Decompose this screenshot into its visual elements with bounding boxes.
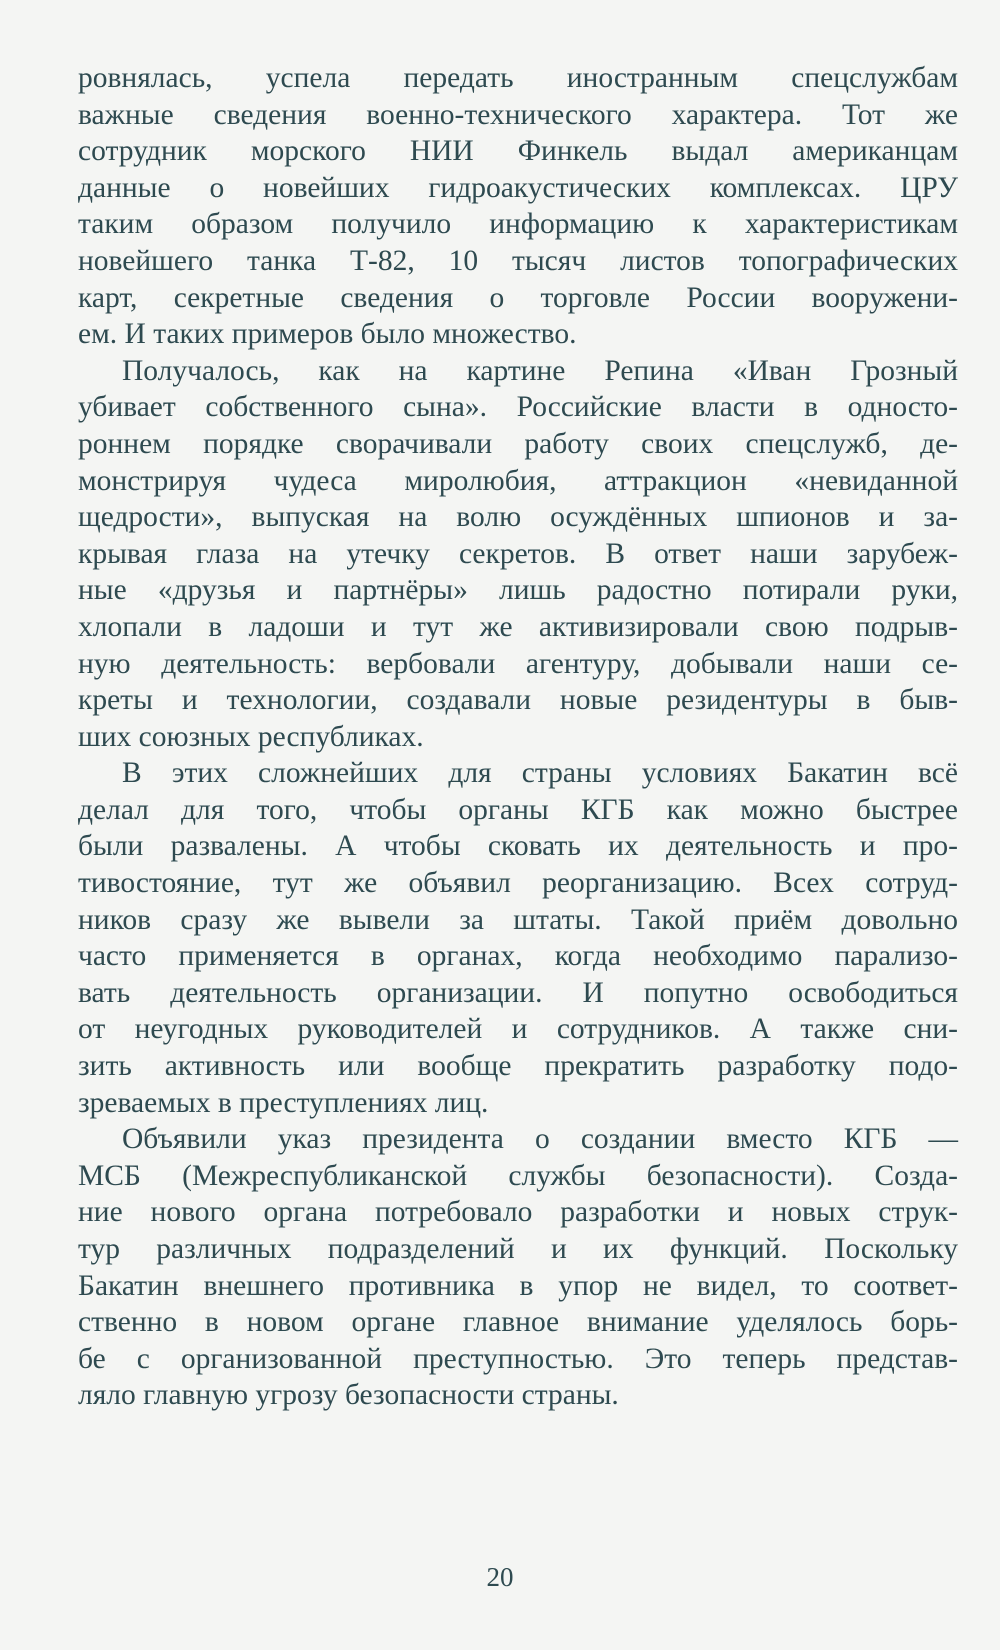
text-line: вать деятельность организации. И попутно освободиться <box>78 976 958 1009</box>
text-line: карт, секретные сведения о торговле России вооружени- <box>78 281 958 314</box>
text-line: Бакатин внешнего противника в упор не видел, то соответ- <box>78 1269 958 1302</box>
text-line: сотрудник морского НИИ Финкель выдал американцам <box>78 135 958 168</box>
page-number: 20 <box>486 1562 514 1592</box>
text-line: хлопали в ладоши и тут же активизировали свою подрыв- <box>78 610 958 643</box>
text-line: бе с организованной преступностью. Это теперь представ- <box>78 1342 958 1375</box>
text-line: Объявили указ президента о создании вместо КГБ — <box>122 1123 958 1156</box>
text-line: В этих сложнейших для страны условиях Бакатин всё <box>122 757 958 790</box>
text-line: Получалось, как на картине Репина «Иван Грозный <box>122 354 958 387</box>
text-line: зреваемых в преступлениях лиц. <box>78 1086 489 1119</box>
text-line: ние нового органа потребовало разработки и новых струк- <box>78 1196 958 1229</box>
text-line: ровнялась, успела передать иностранным спецслужбам <box>78 62 958 94</box>
text-line: убивает собственного сына». Российские власти в односто- <box>78 391 958 424</box>
text-line: тур различных подразделений и их функций. Поскольку <box>78 1233 958 1265</box>
text-line: роннем порядке сворачивали работу своих спецслужб, де- <box>78 427 958 460</box>
text-line: делал для того, чтобы органы КГБ как можно быстрее <box>78 793 958 826</box>
text-line: монстрируя чудеса миролюбия, аттракцион «невиданной <box>78 464 958 497</box>
text-line: новейшего танка Т-82, 10 тысяч листов топографических <box>78 244 958 277</box>
paragraph-2 <box>78 353 958 756</box>
text-line: зить активность или вообще прекратить разработку подо- <box>78 1050 958 1083</box>
text-line: креты и технологии, создавали новые резидентуры в быв- <box>78 684 958 717</box>
text-line: от неугодных руководителей и сотрудников. А также сни- <box>78 1013 958 1046</box>
text-line: ников сразу же вывели за штаты. Такой приём довольно <box>78 903 958 936</box>
text-line: МСБ (Межреспубликанской службы безопасности). Созда- <box>78 1159 958 1192</box>
text-line: ем. И таких примеров было множество. <box>78 318 577 351</box>
text-line: щедрости», выпуская на волю осуждённых шпионов и за- <box>78 501 958 534</box>
paragraph-1 <box>78 60 958 353</box>
text-line: крывая глаза на утечку секретов. В ответ наши зарубеж- <box>78 537 958 570</box>
text-line: ших союзных республиках. <box>78 720 424 753</box>
text-line: ляло главную угрозу безопасности страны. <box>78 1379 619 1412</box>
paragraph-4 <box>78 1121 958 1414</box>
paragraph-3 <box>78 755 958 1121</box>
text-line: тивостояние, тут же объявил реорганизацию. Всех сотруд- <box>78 867 958 900</box>
text-line: ные «друзья и партнёры» лишь радостно потирали руки, <box>78 574 958 607</box>
text-line: были развалены. А чтобы сковать их деятельность и про- <box>78 830 958 863</box>
text-line: важные сведения военно-технического характера. Тот же <box>78 98 958 131</box>
text-line: данные о новейших гидроакустических комплексах. ЦРУ <box>78 171 958 204</box>
body-text <box>78 60 958 1414</box>
text-line: ную деятельность: вербовали агентуру, добывали наши се- <box>78 647 958 680</box>
text-line: ственно в новом органе главное внимание уделялось борь- <box>78 1306 958 1339</box>
text-line: таким образом получило информацию к характеристикам <box>78 208 958 241</box>
text-line: часто применяется в органах, когда необходимо парализо- <box>78 940 958 973</box>
